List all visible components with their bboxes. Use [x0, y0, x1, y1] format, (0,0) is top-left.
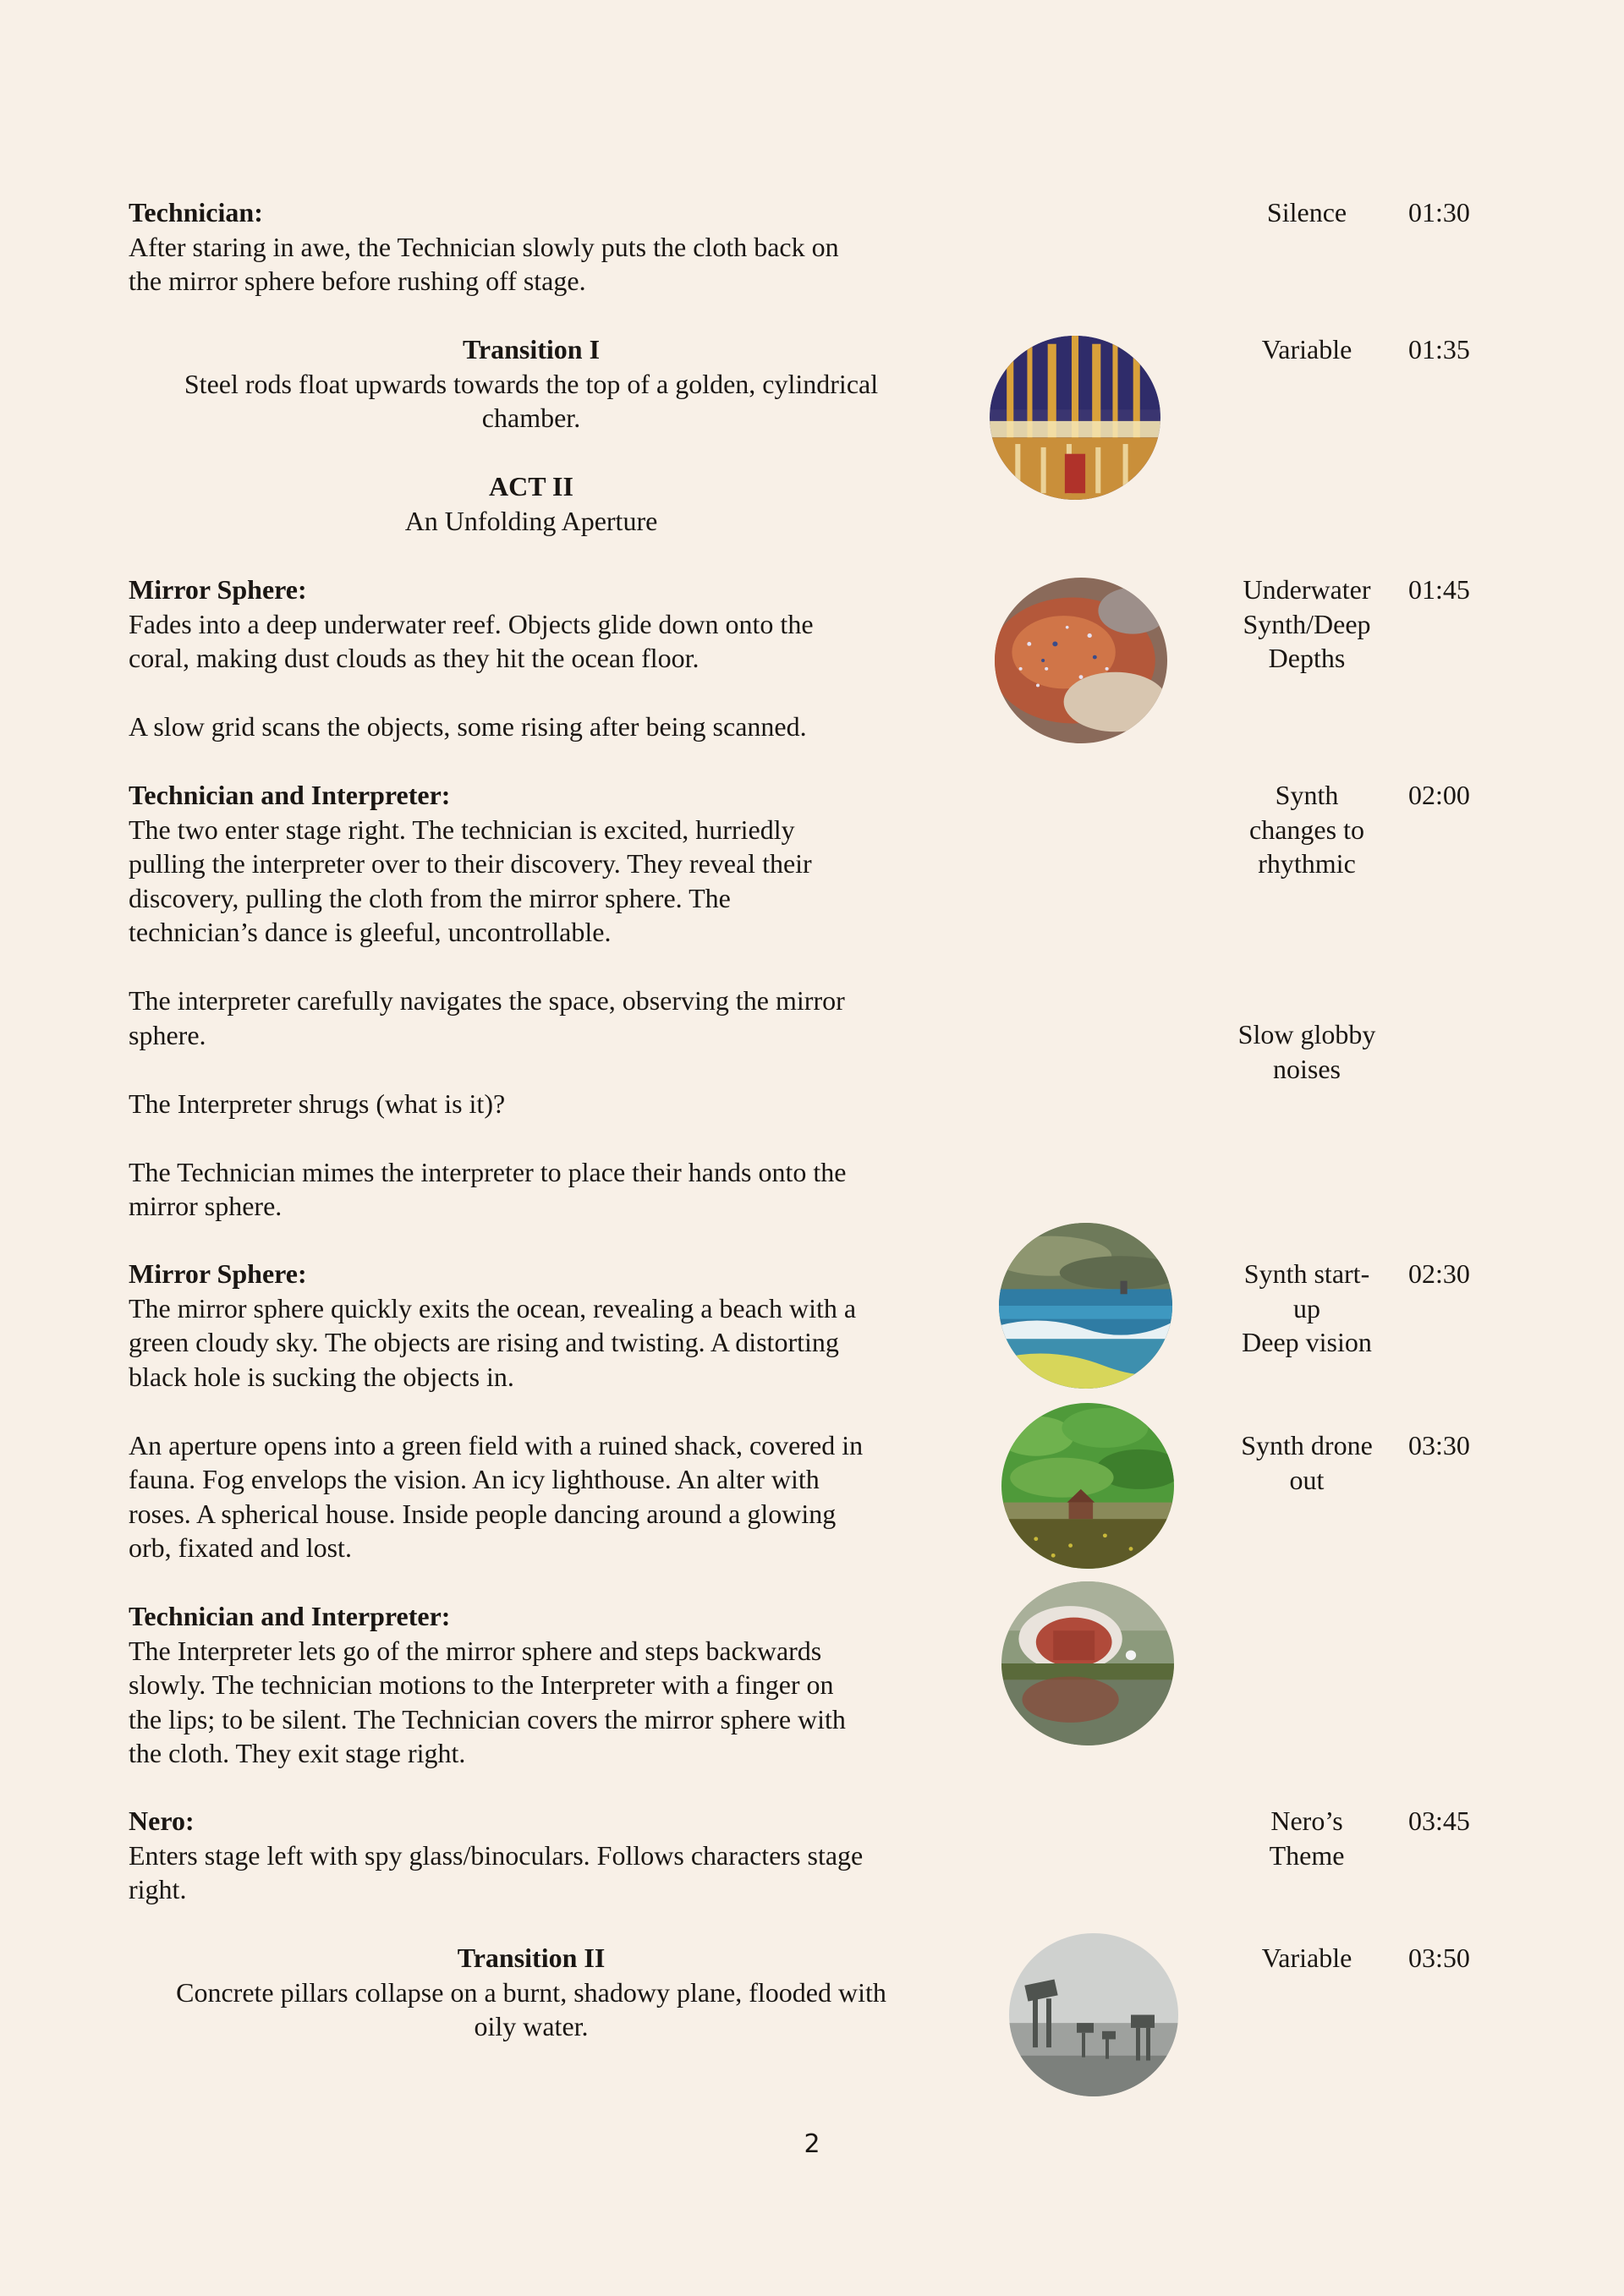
stage-direction-line: discovery, pulling the cloth from the mirror sphere. The — [129, 882, 731, 913]
stage-direction-line: The Interpreter shrugs (what is it)? — [129, 1088, 506, 1119]
stage-direction-line: green cloudy sky. The objects are rising and twisting. A distorting — [129, 1327, 839, 1357]
stage-direction-line: The two enter stage right. The technician is excited, hurriedly — [129, 814, 795, 845]
transition-two — [129, 1941, 934, 2044]
scene-mirror-sphere-reef — [129, 573, 941, 744]
stage-direction-line: right. — [129, 1874, 187, 1904]
cue-timestamp: 01:35 — [1408, 334, 1470, 364]
stage-direction-line: orb, fixated and lost. — [129, 1532, 352, 1563]
scene-mirror-sphere-beach — [129, 1257, 941, 1565]
scene-nero — [129, 1804, 941, 1907]
cue-timestamp: 03:50 — [1408, 1943, 1470, 1973]
stage-direction-line: coral, making dust clouds as they hit the ocean floor. — [129, 643, 700, 673]
sound-cue: Underwater Synth/Deep Depths — [1243, 574, 1371, 673]
cue-timestamp: 02:00 — [1408, 780, 1470, 810]
stage-direction-line: technician’s dance is gleeful, uncontrollable. — [129, 917, 612, 947]
transition-one — [129, 332, 934, 436]
scene-technician-interpreter-exit — [129, 1599, 941, 1771]
stage-direction-line: mirror sphere. — [129, 1191, 283, 1221]
stage-direction-line: The Technician mimes the interpreter to place their hands onto the — [129, 1156, 847, 1187]
transition-line: Concrete pillars collapse on a burnt, shadowy plane, flooded with — [176, 1976, 886, 2008]
stage-direction-line: A slow grid scans the objects, some rising after being scanned. — [129, 711, 807, 742]
act-subtitle: An Unfolding Aperture — [404, 505, 658, 536]
speaker-name: Mirror Sphere: — [129, 574, 307, 605]
stage-direction-line: the lips; to be silent. The Technician covers the mirror sphere with — [129, 1703, 846, 1734]
underwater-reef-thumbnail — [995, 578, 1167, 743]
act-heading — [129, 469, 934, 538]
cue-timestamp: 03:45 — [1408, 1806, 1470, 1836]
stage-direction-line: the mirror sphere before rushing off stage. — [129, 266, 586, 296]
scene-technician-exit — [129, 195, 941, 299]
spherical-house-thumbnail — [1001, 1581, 1174, 1745]
sound-cue: Variable — [1261, 334, 1352, 364]
stage-direction-line: Fades into a deep underwater reef. Objects glide down onto the — [129, 608, 814, 639]
stage-direction-line: roses. A spherical house. Inside people dancing around a glowing — [129, 1498, 837, 1529]
stage-direction-line: The interpreter carefully navigates the space, observing the mirror — [129, 985, 845, 1016]
page-number: 2 — [804, 2129, 820, 2159]
sound-cue: Slow globby noises — [1237, 1019, 1376, 1084]
cue-timestamp: 01:45 — [1408, 574, 1470, 605]
speaker-name: Mirror Sphere: — [129, 1258, 307, 1289]
act-title: ACT II — [489, 471, 573, 501]
stage-direction-line: sphere. — [129, 1019, 206, 1050]
sound-cue: Nero’s Theme — [1269, 1806, 1345, 1871]
cue-timestamp: 02:30 — [1408, 1258, 1470, 1289]
transition-title: Transition I — [462, 334, 601, 364]
stage-direction-line: An aperture opens into a green field with a ruined shack, covered in — [129, 1429, 864, 1460]
ocean-beach-thumbnail — [999, 1223, 1172, 1389]
stage-direction-line: slowly. The technician motions to the Interpreter with a finger on — [129, 1669, 834, 1700]
speaker-name: Technician: — [129, 197, 263, 227]
golden-chamber-thumbnail — [990, 336, 1160, 500]
sound-cue: Synth drone out — [1241, 1430, 1373, 1495]
stage-direction-line: the cloth. They exit stage right. — [129, 1738, 466, 1768]
sound-cue: Synth start- up Deep vision — [1242, 1258, 1372, 1357]
transition-line: Steel rods float upwards towards the top of a golden, cylindrical — [184, 368, 879, 399]
cue-timestamp: 03:30 — [1408, 1430, 1470, 1460]
speaker-name: Technician and Interpreter: — [129, 1601, 451, 1631]
stage-direction-line: Enters stage left with spy glass/binoculars. Follows characters stage — [129, 1839, 864, 1871]
stage-direction-line: fauna. Fog envelops the vision. An icy lighthouse. An alter with — [129, 1464, 820, 1494]
transition-title: Transition II — [457, 1943, 606, 1973]
stage-direction-line: pulling the interpreter over to their discovery. They reveal their — [129, 848, 812, 879]
stage-direction-line: black hole is sucking the objects in. — [129, 1361, 514, 1392]
stage-direction-line: The Interpreter lets go of the mirror sphere and steps backwards — [129, 1635, 822, 1666]
green-field-shack-thumbnail — [1001, 1403, 1174, 1569]
sound-cue: Silence — [1266, 197, 1347, 227]
transition-line: chamber. — [481, 403, 581, 433]
stage-direction-line: After staring in awe, the Technician slowly puts the cloth back on — [129, 231, 839, 262]
transition-line: oily water. — [474, 2011, 589, 2041]
speaker-name: Technician and Interpreter: — [129, 780, 451, 810]
cue-timestamp: 01:30 — [1408, 197, 1470, 227]
sound-cue: Synth changes to rhythmic — [1249, 780, 1364, 879]
speaker-name: Nero: — [129, 1806, 195, 1836]
stage-direction-line: The mirror sphere quickly exits the ocean, revealing a beach with a — [129, 1292, 857, 1323]
sound-cue: Variable — [1261, 1943, 1352, 1973]
concrete-pillars-thumbnail — [1009, 1933, 1178, 2096]
scene-technician-interpreter-discovery — [129, 778, 941, 1224]
